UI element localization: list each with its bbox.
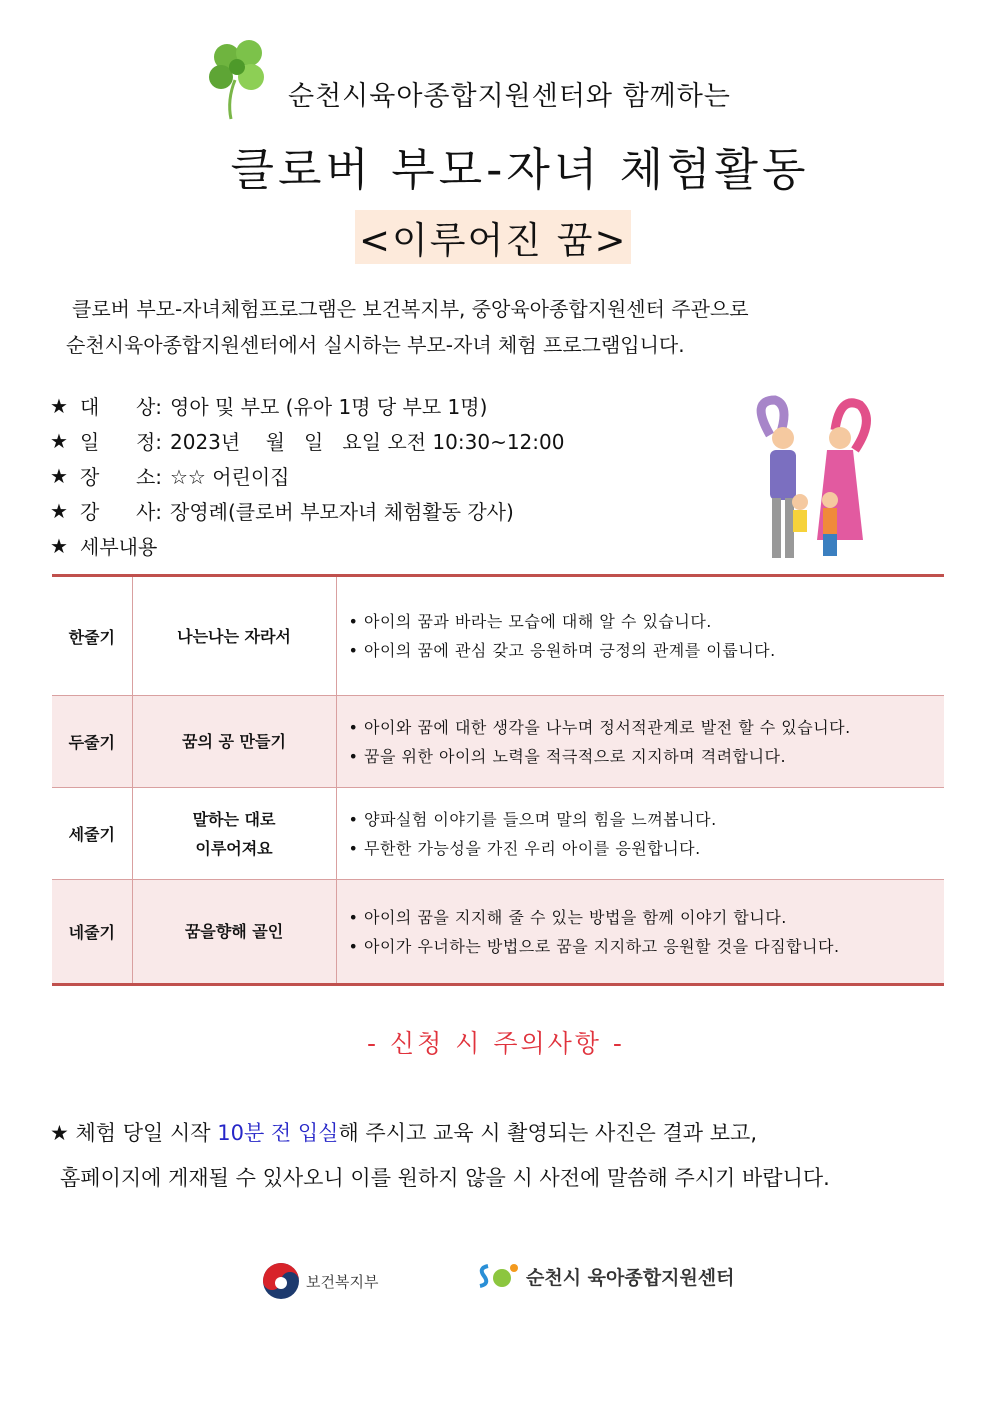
page-title: 클로버 부모-자녀 체험활동 xyxy=(230,143,810,196)
table-row: 네줄기 꿈을향해 골인 • 아이의 꿈을 지지해 줄 수 있는 방법을 함께 이야기 합니다. • 아이가 우너하는 방법으로 꿈을 지지하고 응원할 것을 다짐합니다. xyxy=(52,880,944,985)
info-target: ★ 대 상: 영아 및 부모 (유아 1명 당 부모 1명) xyxy=(50,393,488,419)
subtitle: 순천시육아종합지원센터와 함께하는 xyxy=(288,81,731,112)
notice-line: ★ 체험 당일 시작 10분 전 입실해 주시고 교육 시 촬영되는 사진은 결과 보고, xyxy=(50,1121,758,1145)
activity-table xyxy=(52,574,944,986)
notice-line: 홈페이지에 게재될 수 있사오니 이를 원하지 않을 시 사전에 말씀해 주시기 바랍니다. xyxy=(60,1166,830,1190)
intro-line: 순천시육아종합지원센터에서 실시하는 부모-자녀 체험 프로그램입니다. xyxy=(66,333,685,357)
program-name: <이루어진 꿈> xyxy=(355,210,631,264)
mohw-logo: 보건복지부 xyxy=(262,1262,378,1300)
clover-icon xyxy=(205,35,275,120)
family-illustration xyxy=(745,390,880,570)
table-row: 두줄기 꿈의 공 만들기 • 아이와 꿈에 대한 생각을 나누며 정서적관계로 발전 할 수 있습니다. • 꿈을 위한 아이의 노력을 적극적으로 지지하며 격려합니다. xyxy=(52,696,944,788)
center-emblem-icon xyxy=(476,1262,520,1290)
info-instructor: ★ 강 사: 장영례(클로버 부모자녀 체험활동 강사) xyxy=(50,498,514,524)
table-row: 한줄기 나는나는 자라서 • 아이의 꿈과 바라는 모습에 대해 알 수 있습니다. • 아이의 꿈에 관심 갖고 응원하며 긍정의 관계를 이룹니다. xyxy=(52,576,944,696)
info-details: ★ 세부내용 xyxy=(50,533,158,559)
center-logo: 순천시 육아종합지원센터 xyxy=(476,1262,735,1290)
info-place: ★ 장 소: ☆☆ 어린이집 xyxy=(50,463,290,489)
mohw-emblem-icon xyxy=(262,1262,300,1300)
intro-line: 클로버 부모-자녀체험프로그램은 보건복지부, 중앙육아종합지원센터 주관으로 xyxy=(72,297,749,321)
info-list xyxy=(50,388,564,563)
notice-heading: - 신청 시 주의사항 - xyxy=(367,1029,625,1058)
info-schedule: ★ 일 정: 2023년 월 일 요일 오전 10:30~12:00 xyxy=(50,428,565,454)
table-row: 세줄기 말하는 대로 이루어져요 • 양파실험 이야기를 들으며 말의 힘을 느껴봅니다. • 무한한 가능성을 가진 우리 아이를 응원합니다. xyxy=(52,788,944,880)
